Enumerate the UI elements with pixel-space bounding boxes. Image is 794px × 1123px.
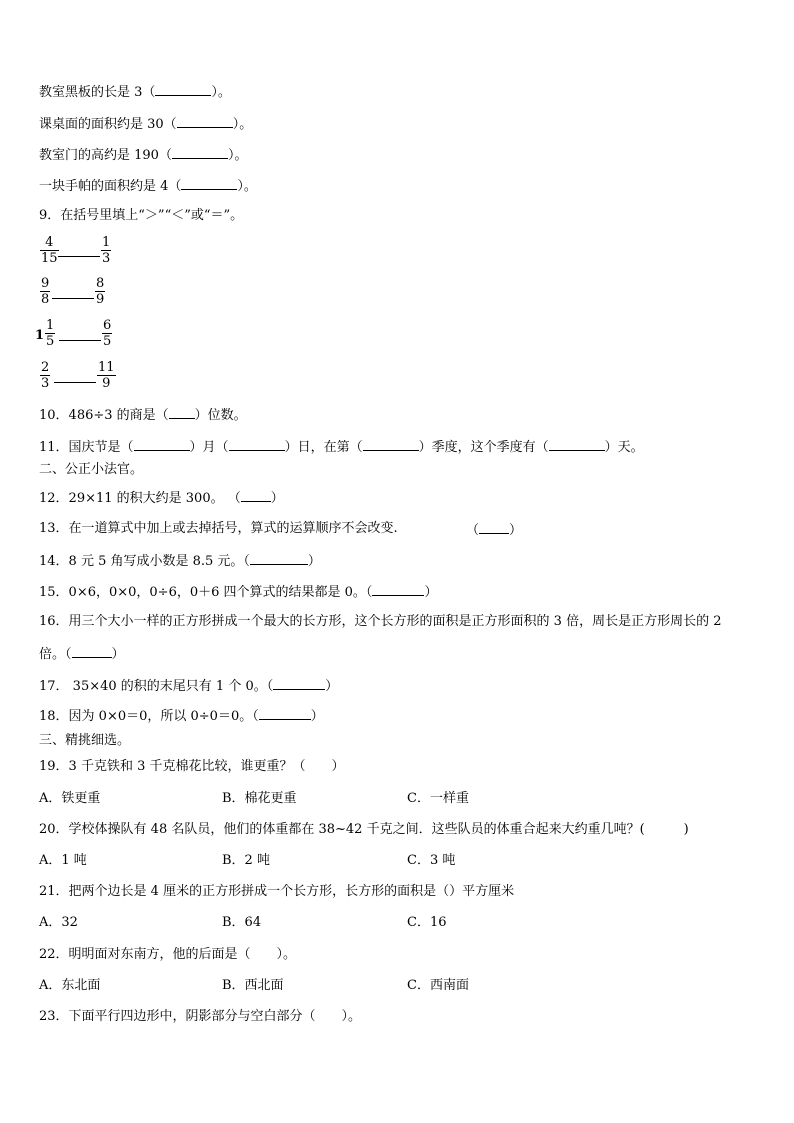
fraction-right-2: 8 9 xyxy=(96,276,105,307)
question-13: 13．在一道算式中加上或去掉括号，算式的运算顺序不会改变. xyxy=(39,521,398,536)
fraction-right-3: 6 5 xyxy=(103,318,112,349)
option-b[interactable]: B．64 xyxy=(222,915,262,930)
answer-blank[interactable] xyxy=(181,176,237,190)
option-b[interactable]: B．棉花更重 xyxy=(222,791,297,806)
answer-blank[interactable] xyxy=(372,582,424,596)
question-17: 17． 35×40 的积的末尾只有 1 个 0。（ ） xyxy=(39,676,338,696)
question-20: 20．学校体操队有 48 名队员，他们的体重都在 38~42 千克之间．这些队员的体重合起来大约重几吨？( ) xyxy=(39,822,689,837)
option-c[interactable]: C．3 吨 xyxy=(407,853,456,868)
compare-blank-1[interactable] xyxy=(58,256,100,257)
question-14: 14．8 元 5 角写成小数是 8.5 元。（ ） xyxy=(39,551,321,571)
answer-blank-day[interactable] xyxy=(229,437,285,451)
question-21: 21．把两个边长是 4 厘米的正方形拼成一个长方形，长方形的面积是（）平方厘米 xyxy=(39,884,515,899)
answer-blank[interactable] xyxy=(479,520,509,534)
compare-blank-2[interactable] xyxy=(52,298,94,299)
question-16: 16．用三个大小一样的正方形拼成一个最大的长方形，这个长方形的面积是正方形面积的 3 倍，周长是正方形周长的 2 xyxy=(39,614,722,629)
question-15: 15．0×6，0×0，0÷6，0＋6 四个算式的结果都是 0。（ ） xyxy=(39,582,437,602)
fraction-left-1: 4 15 xyxy=(41,235,58,266)
item-handkerchief-area: 一块手帕的面积约是 4（ ）。 xyxy=(39,176,257,196)
option-c[interactable]: C．西南面 xyxy=(407,978,469,993)
question-23: 23．下面平行四边形中，阴影部分与空白部分（ ）。 xyxy=(39,1009,362,1024)
option-b[interactable]: B．2 吨 xyxy=(222,853,270,868)
question-13-answer: （ ） xyxy=(466,520,522,540)
option-a[interactable]: A．1 吨 xyxy=(39,853,87,868)
option-a[interactable]: A．东北面 xyxy=(39,978,101,993)
answer-blank[interactable] xyxy=(273,676,325,690)
question-22: 22．明明面对东南方，他的后面是（ ）。 xyxy=(39,947,297,962)
answer-blank[interactable] xyxy=(259,706,311,720)
item-door-height: 教室门的高约是 190（ ）。 xyxy=(39,145,247,165)
fraction-left-3: 1 5 xyxy=(46,318,55,349)
item-blackboard-length: 教室黑板的长是 3（ ）。 xyxy=(39,82,231,102)
question-9: 9．在括号里填上“＞”“＜”或“＝”。 xyxy=(39,208,244,223)
fraction-right-1: 1 3 xyxy=(102,235,111,266)
question-12: 12．29×11 的积大约是 300。 （ ） xyxy=(39,488,284,508)
question-18: 18．因为 0×0＝0，所以 0÷0＝0。（ ） xyxy=(39,706,324,726)
answer-blank[interactable] xyxy=(250,551,308,565)
item-desk-area: 课桌面的面积约是 30（ ）。 xyxy=(39,114,252,134)
answer-blank[interactable] xyxy=(169,405,195,419)
option-c[interactable]: C．一样重 xyxy=(407,791,469,806)
compare-blank-4[interactable] xyxy=(54,382,96,383)
question-10: 10．486÷3 的商是（ ）位数。 xyxy=(39,405,247,425)
section-3-heading: 三、精挑细选。 xyxy=(39,733,131,748)
answer-blank-month[interactable] xyxy=(134,437,190,451)
answer-blank[interactable] xyxy=(72,644,112,658)
option-b[interactable]: B．西北面 xyxy=(222,978,284,993)
compare-blank-3[interactable] xyxy=(59,340,101,341)
question-19: 19．3 千克铁和 3 千克棉花比较，谁更重？（ ） xyxy=(39,759,345,774)
fraction-left-4: 2 3 xyxy=(41,360,50,391)
answer-blank[interactable] xyxy=(172,145,228,159)
option-c[interactable]: C．16 xyxy=(407,915,447,930)
question-11: 11．国庆节是（ ）月（ ）日，在第（ ）季度，这个季度有（ ）天。 xyxy=(39,437,644,457)
question-16-cont: 倍。（ ） xyxy=(39,644,125,664)
option-a[interactable]: A．铁更重 xyxy=(39,791,101,806)
fraction-left-2: 9 8 xyxy=(41,276,50,307)
mixed-whole-number: 1 xyxy=(35,328,45,343)
section-2-heading: 二、公正小法官。 xyxy=(39,462,144,477)
option-a[interactable]: A．32 xyxy=(39,915,78,930)
answer-blank-days[interactable] xyxy=(549,437,605,451)
answer-blank[interactable] xyxy=(241,488,271,502)
fraction-right-4: 11 9 xyxy=(98,360,115,391)
answer-blank[interactable] xyxy=(177,114,233,128)
answer-blank-quarter[interactable] xyxy=(363,437,419,451)
answer-blank[interactable] xyxy=(155,82,211,96)
